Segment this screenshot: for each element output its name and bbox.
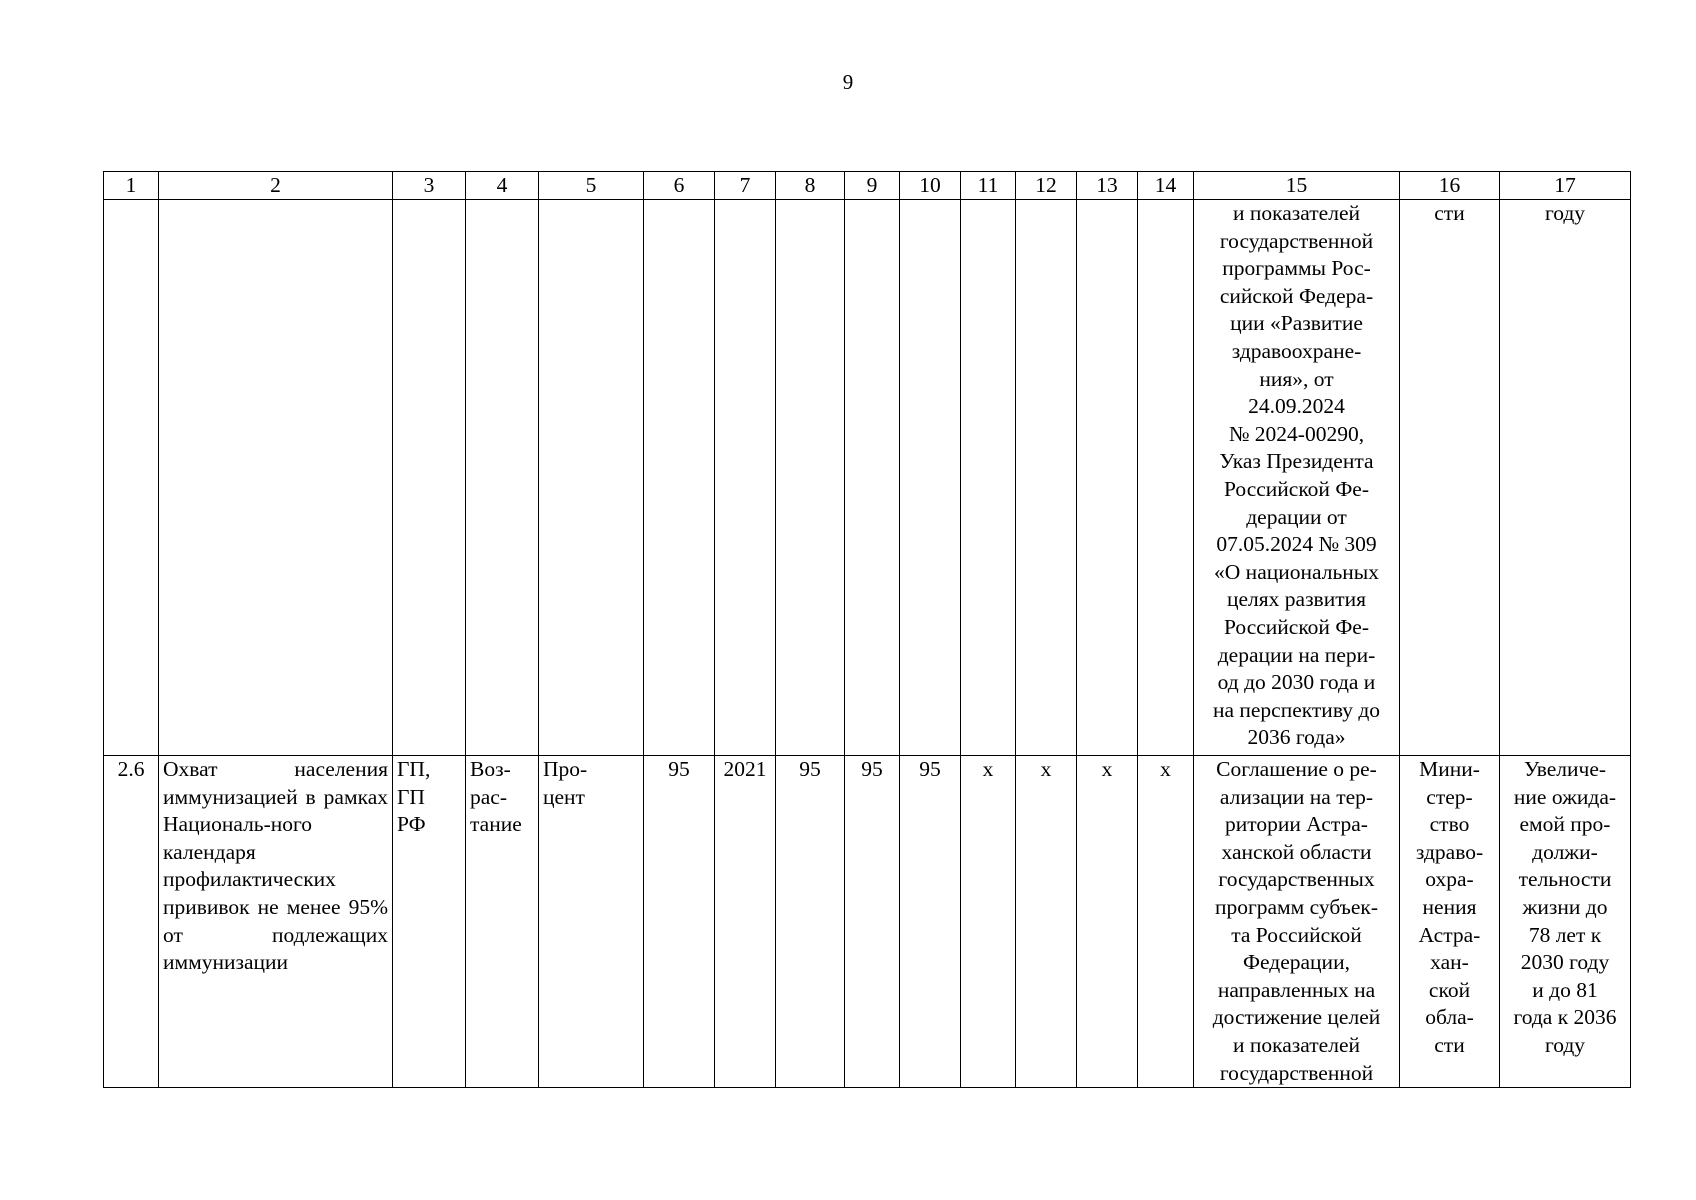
value-cell-10: 95 <box>900 756 961 1088</box>
trend-cell <box>466 756 539 1088</box>
table-cell <box>715 200 776 756</box>
header-cell-10: 10 <box>900 172 961 200</box>
header-cell-5: 5 <box>539 172 644 200</box>
table-cell <box>644 200 715 756</box>
table-cell <box>961 200 1016 756</box>
header-cell-16: 16 <box>1400 172 1500 200</box>
goal-link-cell <box>1500 200 1631 756</box>
level-text: ГП, ГП РФ <box>397 757 431 837</box>
table-cell <box>393 200 466 756</box>
header-cell-14: 14 <box>1138 172 1194 200</box>
legal-basis-text: Соглашение о ре- ализации на тер- ритории Астра- ханской области государственных программ субъек- та Российской Федерации, направленных на достижение целей и показателей государственной <box>1212 757 1381 1085</box>
indicators-table <box>103 171 1631 1088</box>
unit-text: Про- цент <box>543 757 588 809</box>
column-number-header-row <box>104 172 1631 200</box>
table-cell <box>776 200 845 756</box>
header-cell-15: 15 <box>1194 172 1400 200</box>
row-number-cell: 2.6 <box>104 756 159 1088</box>
value-cell-13: х <box>1077 756 1138 1088</box>
header-cell-8: 8 <box>776 172 845 200</box>
table-cell <box>539 200 644 756</box>
unit-cell <box>539 756 644 1088</box>
value-cell-11: х <box>961 756 1016 1088</box>
value-cell-9: 95 <box>845 756 900 1088</box>
legal-basis-cell <box>1194 756 1400 1088</box>
indicator-name-cell: Охват населения иммунизацией в рамках Националь-ного календаря профилактических прививок не менее 95% от подлежащих иммунизации <box>159 756 393 1088</box>
header-cell-11: 11 <box>961 172 1016 200</box>
table-cell <box>466 200 539 756</box>
table-cell <box>1077 200 1138 756</box>
goal-link-text: Увеличе- ние ожида- емой про- должи- тельности жизни до 78 лет к 2030 году и до 81 года к 2036 году <box>1513 757 1617 1057</box>
level-cell <box>393 756 466 1088</box>
value-cell-8: 95 <box>776 756 845 1088</box>
legal-basis-cell <box>1194 200 1400 756</box>
goal-link-cell <box>1500 756 1631 1088</box>
header-cell-9: 9 <box>845 172 900 200</box>
page-number: 9 <box>842 70 854 94</box>
header-cell-17: 17 <box>1500 172 1631 200</box>
responsible-cell <box>1400 756 1500 1088</box>
responsible-text: сти <box>1434 201 1465 225</box>
value-cell-12: х <box>1016 756 1077 1088</box>
responsible-cell <box>1400 200 1500 756</box>
table-cell <box>159 200 393 756</box>
table-row-continuation <box>104 200 1631 756</box>
table-cell <box>1138 200 1194 756</box>
header-cell-7: 7 <box>715 172 776 200</box>
header-cell-1: 1 <box>104 172 159 200</box>
goal-link-text: году <box>1544 201 1586 225</box>
table-cell <box>104 200 159 756</box>
header-cell-3: 3 <box>393 172 466 200</box>
header-cell-12: 12 <box>1016 172 1077 200</box>
table-cell <box>1016 200 1077 756</box>
header-cell-13: 13 <box>1077 172 1138 200</box>
header-cell-4: 4 <box>466 172 539 200</box>
responsible-text: Мини- стер- ство здраво- охра- нения Астра- хан- ской обла- сти <box>1415 757 1484 1057</box>
trend-text: Воз- рас- тание <box>470 757 522 837</box>
table-cell <box>845 200 900 756</box>
header-cell-2: 2 <box>159 172 393 200</box>
header-cell-6: 6 <box>644 172 715 200</box>
legal-basis-text: и показателей государственной программы Рос- сийской Федера- ции «Развитие здравоохране- ния», от 24.09.2024 № 2024-00290, Указ Президента Российской Фе- дерации от 07.05.2024 № 309 «О национальных целях развития Российской Фе- дерации на пери- од до 2030 года и на перспективу до 2036 года» <box>1212 201 1381 750</box>
value-cell-14: х <box>1138 756 1194 1088</box>
base-year-cell: 2021 <box>715 756 776 1088</box>
table-cell <box>900 200 961 756</box>
table-row-2-6 <box>104 756 1631 1088</box>
base-value-cell: 95 <box>644 756 715 1088</box>
